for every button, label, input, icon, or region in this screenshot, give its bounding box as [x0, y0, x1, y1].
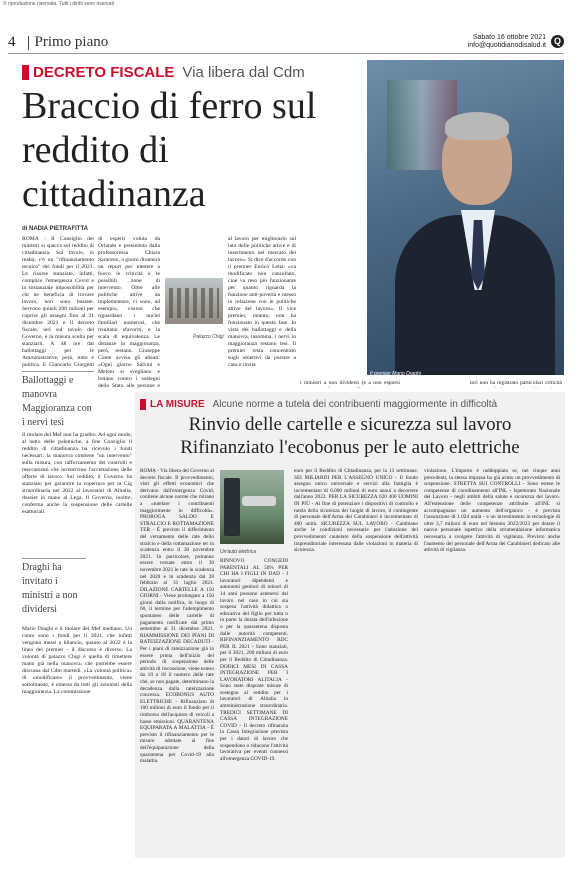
article1-col1b: Il titolare del Mef non ha gradito. Ad ogni modo, al netto delle polemiche, a fine Consiglio il reddito di cittadinanza ha ricevuto i fondi necessari: la manovra contiene "un intervento" sulla misura, con rafforzamento dei controlli e meccanismi che incentivino l'accettazione delle offerte di lavoro. Sul reddito, il Governo ha stanziato per garantire la copertura per la Cig straordinaria nel 2022 ai lavoratori di Alitalia, dossier in mano al Lega. Il Governo, inoltre, conferma anche la sospensione delle cartelle esattoriali. [22, 432, 132, 515]
hair-shape [445, 112, 509, 140]
electric-car-photo [220, 470, 284, 544]
date-block [468, 34, 546, 50]
article1-col2b [165, 236, 221, 276]
palazzo-chigi-photo [165, 278, 223, 324]
electric-car-caption: Un'auto elettrica [220, 549, 256, 555]
article1-col5: tori non ha registrato particolari criticità [470, 380, 562, 386]
pull-quote-2: Draghi ha invitato i ministri a non dividersi [22, 558, 86, 617]
contact-email[interactable]: info@quotidianodisalud.it [467, 42, 546, 49]
section-title: Primo piano [34, 34, 109, 50]
page-header [8, 34, 564, 51]
article1-headline: Braccio di ferro sul reddito di cittadinanza [22, 85, 317, 215]
article1-kicker [22, 64, 305, 80]
draghi-photo [367, 60, 564, 375]
article1-col3: al lavoro per migliorarlo sul lato delle politiche attive e di inserimento nel mercato del lavoro». Si dice d'accordo con il premier Enrico Letta: «va modificato non cancellato, cioè va reso più funzionante per quanto riguarda la funzione anti-povertà e messo in relazione con le politiche attive del lavoro». Il vice premier, intanto, non ha funzionato in questa fase. In vista dei ballottaggi e della manovra, insomma, i nervi in maggioranza restano tesi. Il premier resta concentrato sugli obiettivi da portare a casa e invita [228, 236, 296, 368]
kicker-subtitle: Via libera dal Cdm [182, 63, 305, 81]
header-divider [28, 36, 29, 50]
header-rule [8, 53, 564, 54]
kicker-bar [140, 399, 146, 410]
copyright-note: © riproduzione riservata. Tutti i diritti sono riservati [3, 1, 114, 7]
palazzo-caption: Palazzo Chigi [193, 334, 224, 340]
page-number: 4 [8, 34, 16, 50]
kicker-bar [22, 65, 29, 80]
charging-station-shape [224, 478, 240, 536]
article2-col-a: ROMA - Via libera del Governo al decreto fiscale. Il provvedimento, visti gli effetti economici che derivano dall'emergenza Covid, contiene alcune norme che mirano a «tutelare i contribuenti maggiormente in difficoltà». PROROGA SALDO E STRALCIO E ROTTAMAZIONE TER - È previsto il differimento del versamento delle rate dello stralcio e della rottamazione ter in scadenza entro il 30 novembre 2021. In particolare, potranno essere versate entro il 30 novembre 2021 le rate in scadenza nel 2020 e in scadenza dal 28 febbraio al 31 luglio 2021. DILAZIONE CARTELLE A 150 GIORNI - Viene prolungato a 150 giorni dalla notifica, in luogo di 60, il termine per l'adempimento spontaneo delle cartelle di pagamento notificate dal primo settembre al 31 dicembre 2021. RIAMMISSIONE DEI PIANI DI RATEIZZAZIONE DECADUTI - Per i piani di rateizzazione già in essere prima dell'inizio del periodo di sospensione delle attività di riscossione, viene esteso da 10 a 18 il numero delle rate che, se non pagate, determinano la decadenza dalla rateizzazione concessa. ECOBONUS AUTO ELETTRICHE - Rifinanziato di 100 milioni di euro il fondo per il rimborso dell'acquisto di veicoli a basse emissioni. QUARANTENA EQUIPARATA A MALATTIA - È previsto il rifinanziamento per le misure adottate al fine dell'equiparazione della quarantena per Covid-19 alla malattia. [140, 468, 214, 765]
issue-date: Sabato 16 ottobre 2021 [472, 34, 546, 41]
byline: di NADIA PIETRAFITTA [22, 226, 88, 232]
plug-shape [242, 496, 276, 506]
article1-col1a: ROMA - Il Consiglio dei ministri si spacca sul reddito di cittadinanza. Sul tavolo, in realtà, c'è un "rifinanziamento tecnico" dei fondi per il 2021. Le risorse stanziate, infatti, complice l'emergenza Covid e la sostanziale impossibilità per chi ne beneficia di trovare lavoro, non sono bastate. Servono quindi 200 milioni per coprire gli assegni fino al 31 dicembre 2021 e il decreto fiscale, ieri sul tavolo del Governo, è la misura scelta per stanziarli. A 48 ore dai ballottaggi per le Amministrative, però, tutto è politica. E Giancarlo Giorgetti [22, 236, 94, 368]
kicker-label: LA MISURE [150, 398, 205, 410]
palazzo-windows [169, 288, 219, 318]
newspaper-logo-icon: Q [551, 35, 564, 48]
article1-col4: i ministri a non dividersi (e a non esporsi [300, 380, 400, 386]
photo-caption: Il premier Mario Draghi [370, 371, 421, 377]
article2-col-d: violazione. L'importo è raddoppiato se, nei cinque anni precedenti, la stessa impresa ha già avuto un provvedimento di sospensione. STRETTA SUI CONTROLLI - Sono estese le competenze di coordinamento all'INL - Ispettorato Nazionale del Lavoro - negli ambiti della salute e sicurezza del lavoro. All'estensione delle competenze attribuite all'INL si accompagnano un aumento dell'organico - è prevista l'assunzione di 1.024 unità - e un investimento in tecnologie di oltre 3,7 milioni di euro nel biennio 2022/2023 per dotare il nuovo personale ispettivo della strumentazione informatica necessaria a svolgere l'attività di vigilanza. Previsto anche l'aumento del personale dell'Arma dei Carabinieri dedicato alle attività di vigilanza. [424, 468, 560, 554]
article2-headline-2: Rifinanziato l'ecobonus per le auto elettriche [180, 437, 520, 458]
article2-col-c: euro per il Reddito di Cittadinanza, per la 13 settimane. SEI MILIARDI PER L'ASSEGNO UNICO - Il fondo assegno unico universale e servizi alla famiglia è incrementato di 6.000 milioni di euro annui a decorrere dall'anno 2022. PER LA SICUREZZA 620 400 UOMINI IN PIÙ - Al fine di potenziare i dispositivi di controllo e tutela della sicurezza dei luoghi di lavoro, il contingente di personale dell'Arma dei Carabinieri è incrementato di 400 unità. SICUREZZA SUL LAVORO - Cambiano anche le condizioni necessarie per l'adozione del provvedimento cautelare della sospensione dell'attività imprenditoriale interessata dalle violazioni in materia di sicurezza. [294, 468, 418, 554]
article2-kicker [140, 398, 497, 410]
kicker-label: DECRETO FISCALE [33, 63, 175, 81]
article1-col2: di esperti voluta da Orlando e presieduta dalla professoressa Chiara Saraceno, a giorni diramerà un report per mettere a fuoco le criticità e le possibili zone di intervento. Oltre alle politiche attive da implementare, ci sono, ad esempio, visioni che riguardano i nuclei familiari numerosi, che risultano sfavoriti, e la scala di equivalenza. Le distanze in maggioranza, però, restano. Giuseppe Conte avvisa gli alleati: «Ogni giorno Salvini e Meloni si svegliano e lottano contro i sostegni dello Stato alle persone e [98, 236, 160, 388]
pull-quote-1: Ballottaggi e manovra Maggioranza con i nervi tesi [22, 371, 94, 430]
article1-col1c: Mario Draghi e il titolare del Mef mediano. Un conto sono i fondi per il 2021, che infatti vengono messi a bilancio, quanto al 2022 è la linea del premier - il discorso è diverso. La volontà di palazzo Chigi è quella di rimettere mano già nella manovra, che potrebbe essere discussa dal Cdm martedì. «La volontà politica» di «modificare» il provvedimento, viene sottolineato, è emersa da tutti gli azionisti della maggioranza. La commissione [22, 626, 132, 695]
article2-col-b: RINNOVO CONGEDI PARENTALI AL 50% PER CHI HA I FIGLI IN DAD - I lavoratori dipendenti e autonomi genitori di minori di 14 anni possono astenersi dal lavoro nel caso in cui sia sospesa l'attività didattica o educativa del figlio per tutta o in parte la durata dell'infezione o per la quarantena disposta dalle autorità competenti. RIFINANZIAMENTO RDC PER IL 2021 - Sono stanziati, per il 2021, 200 milioni di euro per il Reddito di Cittadinanza. DODICI MESI DI CASSA INTEGRAZIONE PER I LAVORATORI ALITALIA - Sono state disposte misure di sostegno al reddito per i lavoratori di Alitalia in amministrazione straordinaria. TREDICI SETTIMANE DI CASSA INTEGRAZIONE COVID - Il decreto rifinanzia la Cassa Integrazione prevista per i datori di lavoro che sospendono o riducono l'attività lavorativa per eventi connessi all'emergenza COVID-19. [220, 558, 288, 762]
article2-headline-1: Rinvio delle cartelle e sicurezza sul lavoro [188, 414, 512, 435]
kicker-subtitle: Alcune norme a tutela dei contribuenti maggiormente in difficoltà [212, 398, 498, 410]
